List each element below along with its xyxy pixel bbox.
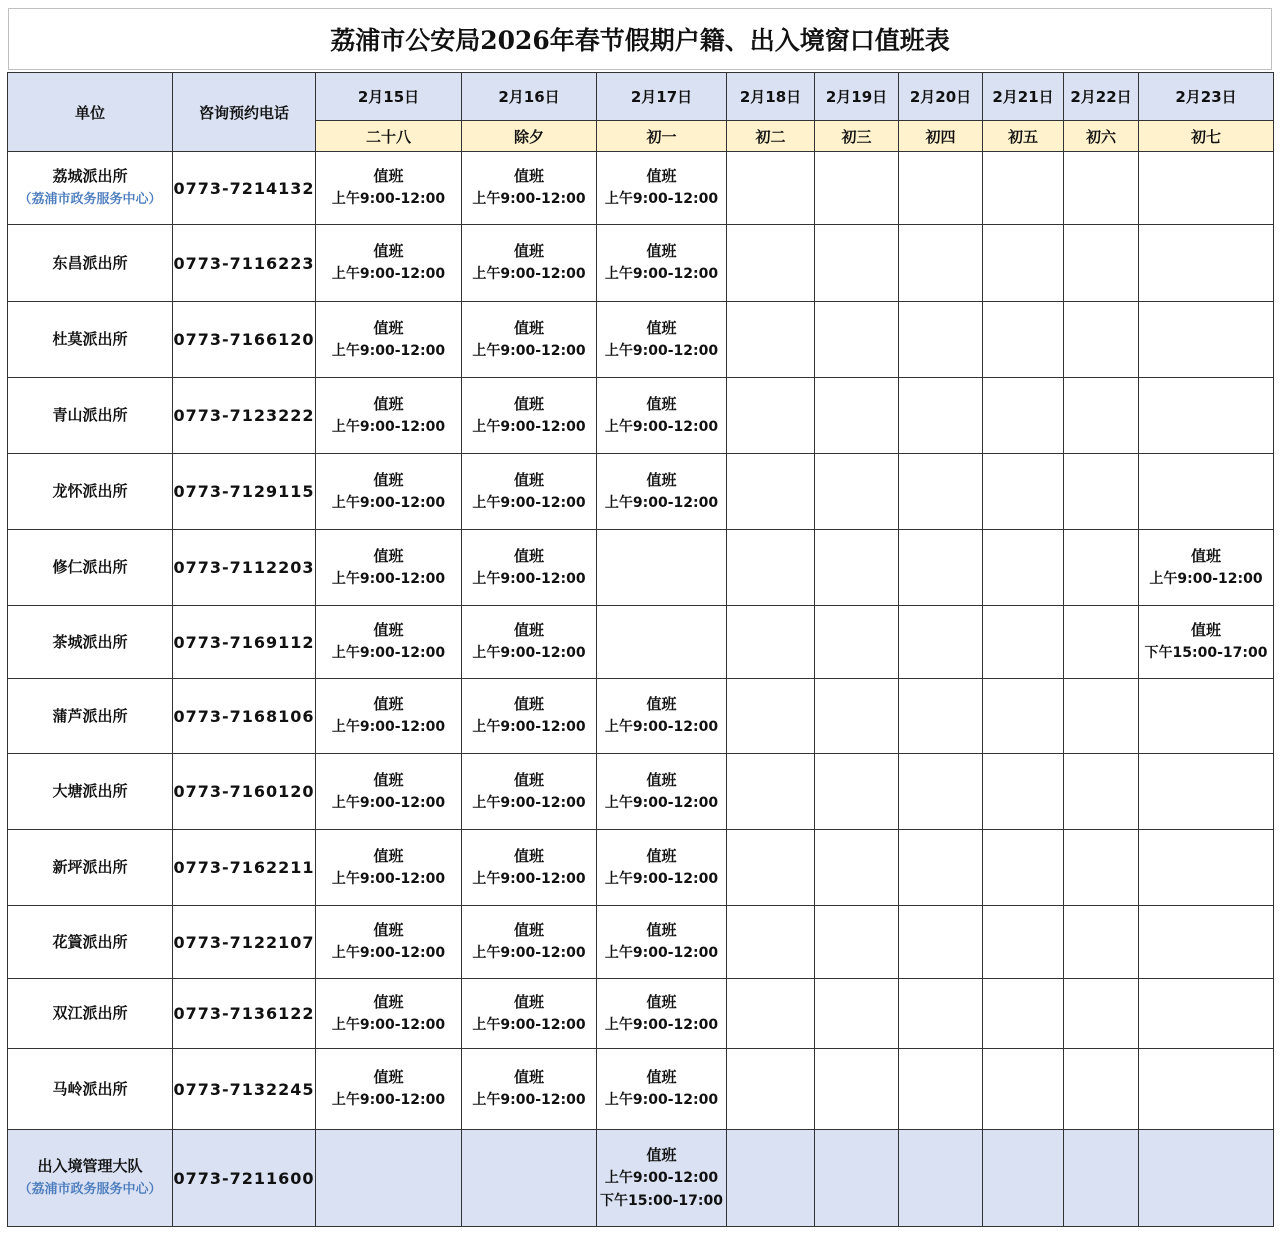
duty-label: 值班 <box>373 992 404 1011</box>
duty-time: 上午9:00-12:00 <box>604 418 719 435</box>
duty-time: 上午9:00-12:00 <box>604 1016 719 1033</box>
duty-label: 值班 <box>1190 546 1221 565</box>
duty-label: 值班 <box>373 846 404 865</box>
duty-time: 上午9:00-12:00 <box>604 794 719 811</box>
lunar-date-header: 除夕 <box>462 121 597 152</box>
page-title: 荔浦市公安局2026年春节假期户籍、出入境窗口值班表 <box>8 8 1272 70</box>
schedule-cell <box>727 378 815 454</box>
lunar-date-header: 初一 <box>597 121 727 152</box>
table-row <box>8 679 1274 754</box>
unit-cell <box>8 152 173 225</box>
duty-time: 下午15:00-17:00 <box>600 1192 723 1209</box>
schedule-cell <box>815 225 899 302</box>
schedule-cell <box>1139 378 1274 454</box>
duty-time: 上午9:00-12:00 <box>604 719 719 735</box>
schedule-cell <box>727 606 815 679</box>
schedule-cell <box>727 679 815 754</box>
unit-cell <box>8 530 173 606</box>
schedule-cell <box>1139 606 1274 679</box>
unit-name: 龙怀派出所 <box>52 482 128 500</box>
duty-time: 上午9:00-12:00 <box>331 570 446 587</box>
schedule-cell <box>597 830 727 906</box>
schedule-cell <box>597 979 727 1049</box>
duty-time: 上午9:00-12:00 <box>604 266 719 282</box>
schedule-cell <box>899 302 983 378</box>
unit-name: 茶城派出所 <box>52 632 128 651</box>
duty-time: 上午9:00-12:00 <box>472 266 586 282</box>
schedule-cell <box>597 1130 727 1227</box>
lunar-date-header: 初三 <box>815 121 899 152</box>
schedule-cell <box>815 979 899 1049</box>
date-header: 2月17日 <box>597 73 727 121</box>
duty-label: 值班 <box>373 770 404 789</box>
schedule-cell <box>815 152 899 225</box>
schedule-cell <box>316 530 462 606</box>
schedule-cell <box>727 530 815 606</box>
duty-time: 上午9:00-12:00 <box>604 1092 719 1108</box>
unit-cell <box>8 906 173 979</box>
schedule-cell <box>462 606 597 679</box>
duty-label: 值班 <box>513 770 544 789</box>
table-row <box>8 906 1274 979</box>
schedule-cell <box>983 454 1064 530</box>
duty-time: 上午9:00-12:00 <box>331 645 446 661</box>
phone-cell: 0773-7123222 <box>173 378 316 454</box>
schedule-cell <box>815 606 899 679</box>
schedule-cell <box>983 378 1064 454</box>
schedule-cell <box>727 906 815 979</box>
schedule-cell <box>1064 1049 1139 1130</box>
schedule-cell <box>983 754 1064 830</box>
schedule-cell <box>1064 225 1139 302</box>
table-row <box>8 454 1274 530</box>
duty-label: 值班 <box>373 242 404 260</box>
schedule-cell <box>899 1049 983 1130</box>
duty-label: 值班 <box>513 318 544 337</box>
schedule-cell <box>899 454 983 530</box>
date-header: 2月18日 <box>727 73 815 121</box>
schedule-cell <box>1064 530 1139 606</box>
table-row <box>8 225 1274 302</box>
duty-time: 上午9:00-12:00 <box>472 1092 586 1108</box>
duty-label: 值班 <box>646 318 677 337</box>
schedule-cell <box>462 1130 597 1227</box>
schedule-cell <box>815 302 899 378</box>
duty-time: 上午9:00-12:00 <box>604 945 719 961</box>
schedule-cell <box>597 454 727 530</box>
duty-time: 下午15:00-17:00 <box>1144 645 1268 661</box>
duty-label: 值班 <box>513 167 544 185</box>
duty-time: 上午9:00-12:00 <box>331 1016 446 1033</box>
duty-time: 上午9:00-12:00 <box>472 570 586 587</box>
schedule-cell <box>462 830 597 906</box>
lunar-date-header: 二十八 <box>316 121 462 152</box>
schedule-cell <box>983 302 1064 378</box>
lunar-date-header: 初六 <box>1064 121 1139 152</box>
schedule-cell <box>1139 1049 1274 1130</box>
schedule-cell <box>899 754 983 830</box>
schedule-cell <box>983 1130 1064 1227</box>
unit-name: 大塘派出所 <box>52 782 128 800</box>
schedule-cell <box>983 530 1064 606</box>
schedule-cell <box>597 225 727 302</box>
duty-time: 上午9:00-12:00 <box>1149 570 1263 587</box>
duty-label: 值班 <box>646 992 677 1011</box>
schedule-cell <box>597 152 727 225</box>
unit-cell <box>8 378 173 454</box>
schedule-cell <box>727 454 815 530</box>
schedule-cell <box>983 830 1064 906</box>
schedule-cell <box>462 530 597 606</box>
table-row <box>8 152 1274 225</box>
schedule-cell <box>1139 225 1274 302</box>
schedule-cell <box>899 152 983 225</box>
schedule-cell <box>983 1049 1064 1130</box>
unit-name: 杜莫派出所 <box>52 330 128 348</box>
unit-cell <box>8 979 173 1049</box>
unit-name: 双江派出所 <box>52 1004 128 1022</box>
schedule-cell <box>899 606 983 679</box>
duty-label: 值班 <box>646 167 677 185</box>
unit-cell <box>8 454 173 530</box>
table-row <box>8 1130 1274 1227</box>
schedule-cell <box>899 679 983 754</box>
duty-time: 上午9:00-12:00 <box>331 719 446 735</box>
unit-name: 出入境管理大队 <box>37 1157 143 1175</box>
duty-label: 值班 <box>646 846 677 865</box>
schedule-cell <box>597 1049 727 1130</box>
schedule-cell <box>1064 906 1139 979</box>
duty-label: 值班 <box>513 846 544 865</box>
schedule-cell <box>727 754 815 830</box>
duty-time: 上午9:00-12:00 <box>472 191 586 207</box>
duty-label: 值班 <box>646 921 677 939</box>
schedule-cell <box>727 225 815 302</box>
phone-cell: 0773-7129115 <box>173 454 316 530</box>
duty-label: 值班 <box>513 621 544 639</box>
duty-label: 值班 <box>646 470 677 489</box>
schedule-cell <box>1064 1130 1139 1227</box>
unit-name: 东昌派出所 <box>52 253 128 272</box>
schedule-cell <box>1139 530 1274 606</box>
schedule-cell <box>815 530 899 606</box>
schedule-cell <box>462 152 597 225</box>
duty-time: 上午9:00-12:00 <box>604 342 719 359</box>
unit-location: （荔浦市政务服务中心） <box>18 1182 162 1197</box>
lunar-date-header: 初二 <box>727 121 815 152</box>
lunar-date-header: 初四 <box>899 121 983 152</box>
schedule-cell <box>899 378 983 454</box>
schedule-cell <box>462 454 597 530</box>
duty-time: 上午9:00-12:00 <box>472 870 586 887</box>
schedule-cell <box>1064 454 1139 530</box>
schedule-cell <box>316 302 462 378</box>
schedule-cell <box>462 1049 597 1130</box>
schedule-cell <box>983 679 1064 754</box>
schedule-cell <box>899 225 983 302</box>
schedule-cell <box>727 979 815 1049</box>
duty-time: 上午9:00-12:00 <box>472 1016 586 1033</box>
schedule-cell <box>462 754 597 830</box>
schedule-cell <box>727 1049 815 1130</box>
schedule-cell <box>597 679 727 754</box>
schedule-cell <box>316 152 462 225</box>
schedule-cell <box>1139 906 1274 979</box>
table-row <box>8 378 1274 454</box>
duty-label: 值班 <box>373 1068 404 1086</box>
lunar-date-header: 初七 <box>1139 121 1274 152</box>
duty-label: 值班 <box>373 394 404 413</box>
unit-name: 新坪派出所 <box>52 858 128 876</box>
date-header: 2月19日 <box>815 73 899 121</box>
schedule-cell <box>1064 754 1139 830</box>
phone-cell: 0773-7168106 <box>173 679 316 754</box>
schedule-cell <box>815 906 899 979</box>
date-header: 2月23日 <box>1139 73 1274 121</box>
date-header: 2月15日 <box>316 73 462 121</box>
schedule-cell <box>815 378 899 454</box>
schedule-cell <box>597 906 727 979</box>
schedule-cell <box>316 679 462 754</box>
duty-label: 值班 <box>373 695 404 713</box>
schedule-cell <box>316 754 462 830</box>
schedule-cell <box>727 302 815 378</box>
schedule-cell <box>1064 378 1139 454</box>
schedule-cell <box>815 754 899 830</box>
lunar-date-header: 初五 <box>983 121 1064 152</box>
duty-time: 上午9:00-12:00 <box>331 494 446 511</box>
unit-cell <box>8 754 173 830</box>
schedule-cell <box>462 906 597 979</box>
duty-time: 上午9:00-12:00 <box>472 494 586 511</box>
schedule-cell <box>1064 979 1139 1049</box>
schedule-cell <box>899 1130 983 1227</box>
schedule-cell <box>316 1130 462 1227</box>
schedule-cell <box>462 979 597 1049</box>
duty-label: 值班 <box>513 921 544 939</box>
schedule-cell <box>462 225 597 302</box>
table-row <box>8 1049 1274 1130</box>
phone-cell: 0773-7122107 <box>173 906 316 979</box>
duty-label: 值班 <box>513 394 544 413</box>
duty-time: 上午9:00-12:00 <box>331 945 446 961</box>
schedule-cell <box>597 606 727 679</box>
phone-column-header: 咨询预约电话 <box>173 73 316 152</box>
schedule-cell <box>462 679 597 754</box>
duty-label: 值班 <box>513 1068 544 1086</box>
date-header: 2月16日 <box>462 73 597 121</box>
duty-label: 值班 <box>373 470 404 489</box>
duty-label: 值班 <box>373 921 404 939</box>
unit-name: 蒲芦派出所 <box>52 706 128 725</box>
duty-time: 上午9:00-12:00 <box>331 266 446 282</box>
duty-label: 值班 <box>1190 621 1221 639</box>
unit-cell <box>8 302 173 378</box>
schedule-cell <box>983 225 1064 302</box>
duty-label: 值班 <box>373 621 404 639</box>
schedule-cell <box>1139 754 1274 830</box>
schedule-cell <box>1064 152 1139 225</box>
phone-cell: 0773-7166120 <box>173 302 316 378</box>
duty-label: 值班 <box>373 318 404 337</box>
duty-time: 上午9:00-12:00 <box>604 191 719 207</box>
schedule-cell <box>1139 979 1274 1049</box>
phone-cell: 0773-7214132 <box>173 152 316 225</box>
unit-column-header: 单位 <box>8 73 173 152</box>
schedule-cell <box>316 1049 462 1130</box>
schedule-cell <box>815 679 899 754</box>
schedule-cell <box>983 152 1064 225</box>
schedule-cell <box>316 606 462 679</box>
duty-label: 值班 <box>646 770 677 789</box>
unit-name: 荔城派出所 <box>52 167 128 185</box>
schedule-cell <box>815 830 899 906</box>
duty-time: 上午9:00-12:00 <box>472 719 586 735</box>
duty-label: 值班 <box>513 992 544 1011</box>
schedule-cell <box>815 1130 899 1227</box>
duty-label: 值班 <box>646 1068 677 1086</box>
duty-time: 上午9:00-12:00 <box>331 191 446 207</box>
unit-cell <box>8 679 173 754</box>
unit-location: （荔浦市政务服务中心） <box>18 192 162 207</box>
schedule-cell <box>727 1130 815 1227</box>
duty-time: 上午9:00-12:00 <box>331 342 446 359</box>
duty-label: 值班 <box>513 242 544 260</box>
duty-table-body <box>8 152 1274 1227</box>
duty-time: 上午9:00-12:00 <box>331 418 446 435</box>
schedule-cell <box>316 830 462 906</box>
duty-label: 值班 <box>513 695 544 713</box>
schedule-cell <box>316 906 462 979</box>
schedule-cell <box>1139 679 1274 754</box>
schedule-cell <box>316 454 462 530</box>
schedule-cell <box>899 530 983 606</box>
schedule-cell <box>899 830 983 906</box>
schedule-cell <box>1139 302 1274 378</box>
schedule-cell <box>727 152 815 225</box>
schedule-cell <box>1064 302 1139 378</box>
duty-table <box>7 72 1274 1227</box>
duty-label: 值班 <box>373 546 404 565</box>
duty-label: 值班 <box>513 470 544 489</box>
phone-cell: 0773-7211600 <box>173 1130 316 1227</box>
duty-time: 上午9:00-12:00 <box>604 870 719 887</box>
phone-cell: 0773-7116223 <box>173 225 316 302</box>
schedule-cell <box>899 979 983 1049</box>
schedule-cell <box>316 225 462 302</box>
duty-time: 上午9:00-12:00 <box>472 418 586 435</box>
date-header: 2月20日 <box>899 73 983 121</box>
unit-cell <box>8 1130 173 1227</box>
schedule-cell <box>1139 454 1274 530</box>
phone-cell: 0773-7112203 <box>173 530 316 606</box>
schedule-cell <box>1064 830 1139 906</box>
table-row <box>8 979 1274 1049</box>
duty-label: 值班 <box>513 546 544 565</box>
schedule-cell <box>1064 679 1139 754</box>
unit-cell <box>8 225 173 302</box>
schedule-cell <box>316 378 462 454</box>
duty-label: 值班 <box>646 394 677 413</box>
duty-label: 值班 <box>646 1145 677 1164</box>
duty-time: 上午9:00-12:00 <box>472 342 586 359</box>
schedule-cell <box>1139 830 1274 906</box>
schedule-cell <box>462 378 597 454</box>
phone-cell: 0773-7160120 <box>173 754 316 830</box>
schedule-cell <box>597 302 727 378</box>
phone-cell: 0773-7132245 <box>173 1049 316 1130</box>
duty-time: 上午9:00-12:00 <box>604 1169 719 1186</box>
unit-name: 修仁派出所 <box>52 558 128 576</box>
table-row <box>8 606 1274 679</box>
duty-time: 上午9:00-12:00 <box>331 1092 446 1108</box>
unit-cell <box>8 830 173 906</box>
phone-cell: 0773-7136122 <box>173 979 316 1049</box>
schedule-cell <box>597 378 727 454</box>
schedule-cell <box>316 979 462 1049</box>
schedule-cell <box>727 830 815 906</box>
table-row <box>8 530 1274 606</box>
schedule-cell <box>815 454 899 530</box>
unit-cell <box>8 1049 173 1130</box>
duty-time: 上午9:00-12:00 <box>472 645 586 661</box>
phone-cell: 0773-7162211 <box>173 830 316 906</box>
date-header-row <box>8 73 1274 121</box>
unit-cell <box>8 606 173 679</box>
table-row <box>8 754 1274 830</box>
schedule-cell <box>597 754 727 830</box>
schedule-cell <box>815 1049 899 1130</box>
unit-name: 青山派出所 <box>52 406 128 424</box>
schedule-cell <box>597 530 727 606</box>
date-header: 2月21日 <box>983 73 1064 121</box>
duty-time: 上午9:00-12:00 <box>472 945 586 961</box>
schedule-cell <box>983 906 1064 979</box>
schedule-cell <box>983 979 1064 1049</box>
duty-time: 上午9:00-12:00 <box>331 870 446 887</box>
duty-label: 值班 <box>373 167 404 185</box>
table-row <box>8 830 1274 906</box>
date-header: 2月22日 <box>1064 73 1139 121</box>
schedule-cell <box>1139 1130 1274 1227</box>
duty-time: 上午9:00-12:00 <box>331 794 446 811</box>
duty-label: 值班 <box>646 242 677 260</box>
schedule-cell <box>983 606 1064 679</box>
schedule-cell <box>462 302 597 378</box>
unit-name: 花篢派出所 <box>52 932 128 951</box>
duty-label: 值班 <box>646 695 677 713</box>
schedule-cell <box>1139 152 1274 225</box>
phone-cell: 0773-7169112 <box>173 606 316 679</box>
duty-time: 上午9:00-12:00 <box>472 794 586 811</box>
schedule-cell <box>899 906 983 979</box>
duty-time: 上午9:00-12:00 <box>604 494 719 511</box>
table-row <box>8 302 1274 378</box>
schedule-cell <box>1064 606 1139 679</box>
unit-name: 马岭派出所 <box>52 1079 128 1098</box>
